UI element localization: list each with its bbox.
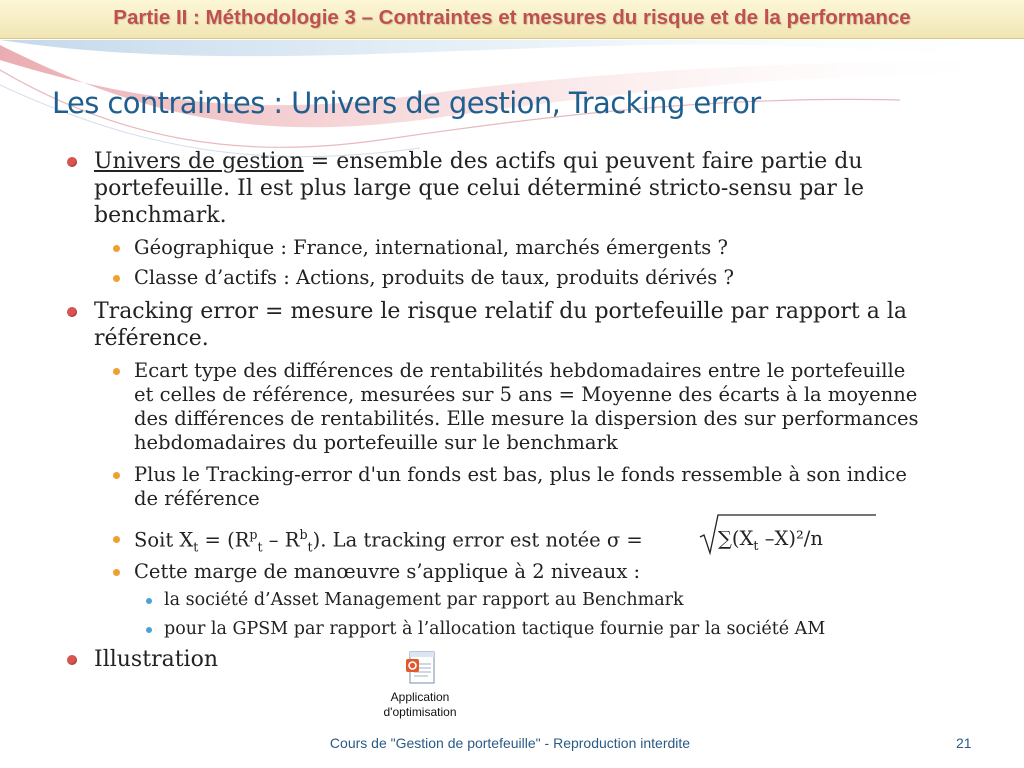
formula-text: ). La tracking error est notée σ = [312,528,643,552]
sub-bullet-classe-actifs: Classe d’actifs : Actions, produits de taux, produits dérivés ? [134,266,734,289]
object-label-line: Application [390,690,450,704]
formula-text: Soit X [134,528,194,552]
formula-radicand [718,527,823,553]
sub-bullet-marge: Cette marge de manœuvre s’applique à 2 niveaux : [134,560,641,583]
bullet-marker [67,307,77,317]
sub-bullet-ecart-type [134,359,994,455]
sub-bullet-marker [113,536,120,543]
sub-bullet-text: hebdomadaires du portefeuille sur le benchmark [134,431,618,454]
sub-bullet-text: Plus le Tracking-error d'un fonds est bas, plus le fonds ressemble à son indice [134,463,907,486]
sub-bullet-marker [113,245,120,252]
bullet-marker [67,655,77,665]
slide-title: Les contraintes : Univers de gestion, Tracking error [52,86,761,120]
formula-text: ∑(X [718,527,754,550]
sub-bullet-marker [113,275,120,282]
document-icon[interactable] [404,650,438,686]
sub-sub-bullet-asset-management: la société d’Asset Management par rapport au Benchmark [164,590,684,610]
formula-text: = (R [198,528,250,552]
sub-bullet-marker [113,472,120,479]
formula-superscript: b [299,527,308,542]
bullet-marker [67,157,77,167]
bullet-text: benchmark. [94,203,227,228]
formula-subscript: t [193,539,199,555]
bullet-text: portefeuille. Il est plus large que celui déterminé stricto-sensu par le [94,176,864,201]
sub-bullet-marker [113,368,120,375]
formula-subscript: t [307,539,313,555]
formula-subscript: t [257,539,263,555]
sub-sub-bullet-marker [146,627,152,633]
sub-bullet-geographique: Géographique : France, international, marchés émergents ? [134,236,728,259]
sub-bullet-text: de référence [134,487,260,510]
bullet-text: référence. [94,326,209,351]
object-label[interactable] [370,690,470,720]
bullet-text: = ensemble des actifs qui peuvent faire partie du [303,149,863,174]
sub-bullet-plus-le-tracking [134,463,994,511]
sub-bullet-text: et celles de référence, mesurées sur 5 ans = Moyenne des écarts à la moyenne [134,383,918,406]
object-label-line: d'optimisation [383,705,457,719]
formula-text: –X)²/n [758,527,823,550]
bullet-text: Tracking error = mesure le risque relatif du portefeuille par rapport a la [94,299,907,324]
formula-text: – R [262,528,300,552]
header-banner-text: Partie II : Méthodologie 3 – Contraintes et mesures du risque et de la performance [113,6,911,29]
sub-sub-bullet-marker [146,598,152,604]
tracking-error-formula [134,527,643,554]
page-number: 21 [956,735,972,751]
bullet-illustration: Illustration [94,647,218,672]
sub-bullet-text: Ecart type des différences de rentabilités hebdomadaires entre le portefeuille [134,359,906,382]
sub-bullet-marker [113,569,120,576]
univers-term: Univers de gestion [94,149,304,174]
sub-sub-bullet-gpsm: pour la GPSM par rapport à l’allocation tactique fournie par la société AM [164,619,826,639]
formula-subscript: t [753,537,759,553]
bullet-tracking-error [94,298,994,352]
bullet-univers-de-gestion [94,148,994,229]
sub-bullet-text: des différences de rentabilités. Elle mesure la dispersion des sur performances [134,407,919,430]
footer-text: Cours de "Gestion de portefeuille" - Reproduction interdite [329,735,691,751]
formula-superscript: p [249,527,258,542]
